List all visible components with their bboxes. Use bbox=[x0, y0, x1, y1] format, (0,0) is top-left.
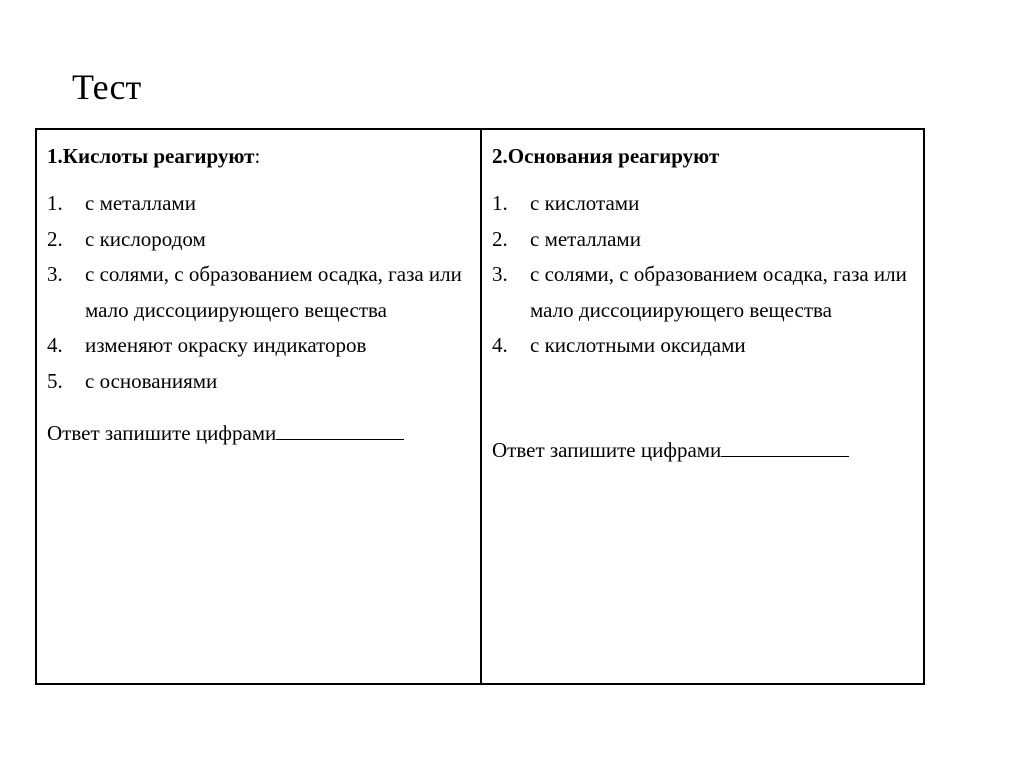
question-2-heading bbox=[492, 142, 923, 170]
option-number: 1. bbox=[492, 191, 508, 215]
option-number: 3. bbox=[47, 262, 63, 286]
question-1-answer-line bbox=[47, 419, 480, 447]
option-item bbox=[47, 364, 480, 400]
option-text: с металлами bbox=[530, 226, 641, 251]
option-number: 4. bbox=[47, 333, 63, 357]
option-number: 2. bbox=[492, 226, 508, 251]
question-2-options bbox=[492, 186, 923, 364]
option-text: с солями, с образованием осадка, газа или мало диссоциирующего вещества bbox=[85, 262, 462, 322]
option-item bbox=[47, 222, 480, 258]
option-text: с металлами bbox=[85, 191, 196, 215]
option-item bbox=[47, 328, 480, 364]
question-1-options bbox=[47, 186, 480, 399]
option-item bbox=[492, 328, 923, 364]
answer-prompt: Ответ запишите цифрами bbox=[47, 421, 277, 445]
question-1-heading-text: 1.Кислоты реагируют bbox=[47, 144, 255, 168]
option-item bbox=[47, 186, 480, 222]
option-item bbox=[492, 257, 923, 328]
option-item bbox=[47, 257, 480, 328]
option-text: с кислородом bbox=[85, 226, 206, 251]
question-1-cell bbox=[37, 130, 482, 683]
option-number: 2. bbox=[47, 226, 63, 251]
answer-prompt: Ответ запишите цифрами bbox=[492, 437, 722, 462]
question-2-cell bbox=[482, 130, 923, 683]
option-number: 3. bbox=[492, 262, 508, 286]
question-2-heading-text: 2.Основания реагируют bbox=[492, 144, 720, 168]
slide-title: Тест bbox=[72, 67, 142, 107]
test-table bbox=[35, 128, 925, 685]
question-1-heading bbox=[47, 142, 480, 170]
option-item bbox=[492, 186, 923, 222]
option-text: с кислотами bbox=[530, 191, 640, 215]
option-text: с кислотными оксидами bbox=[530, 333, 746, 357]
answer-blank[interactable] bbox=[721, 436, 849, 457]
question-1-heading-colon: : bbox=[254, 144, 261, 168]
option-number: 1. bbox=[47, 191, 63, 215]
answer-blank[interactable] bbox=[276, 419, 404, 440]
option-text: изменяют окраску индикаторов bbox=[85, 333, 367, 357]
question-2-answer-line bbox=[492, 436, 923, 464]
option-number: 5. bbox=[47, 368, 63, 393]
option-text: с солями, с образованием осадка, газа или мало диссоциирующего вещества bbox=[530, 262, 907, 322]
option-number: 4. bbox=[492, 333, 508, 357]
option-item bbox=[492, 222, 923, 258]
option-text: с основаниями bbox=[85, 368, 218, 393]
